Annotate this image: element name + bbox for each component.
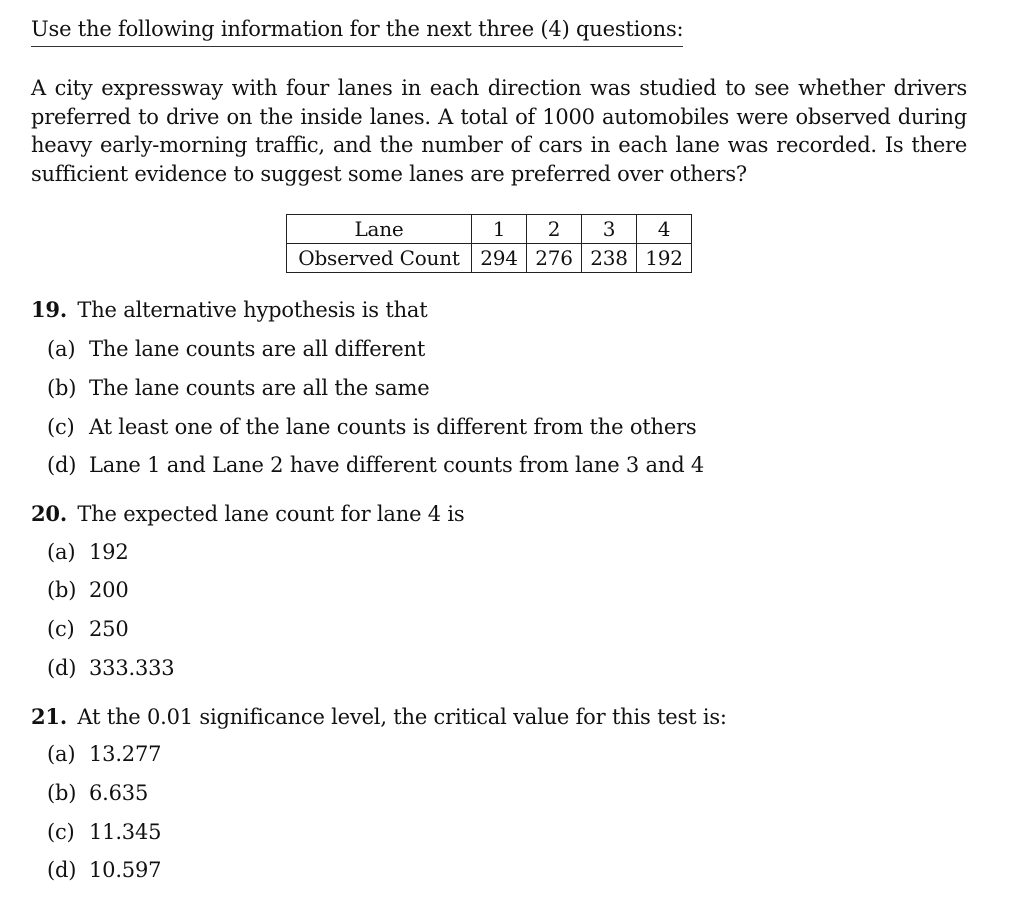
- question-19-option-b[interactable]: [47, 374, 429, 402]
- question-text: The alternative hypothesis is that: [77, 298, 428, 322]
- option-text: 11.345: [89, 820, 162, 844]
- option-text: 6.635: [89, 781, 149, 805]
- question-19-option-d[interactable]: [47, 451, 704, 479]
- option-letter: (b): [47, 781, 77, 805]
- option-letter: (d): [47, 453, 77, 477]
- option-text: 13.277: [89, 742, 162, 766]
- option-letter: (c): [47, 617, 75, 641]
- option-letter: (c): [47, 820, 75, 844]
- table-row-label-observed-count: Observed Count: [287, 244, 472, 273]
- option-text: 250: [89, 617, 129, 641]
- question-21-option-a[interactable]: [47, 740, 161, 768]
- option-letter: (d): [47, 858, 77, 882]
- question-20-option-a[interactable]: [47, 538, 128, 566]
- question-number: 21.: [31, 704, 67, 729]
- question-20-option-b[interactable]: [47, 576, 128, 604]
- question-21-option-c[interactable]: [47, 818, 161, 846]
- option-text: The lane counts are all the same: [89, 376, 430, 400]
- option-text: 192: [89, 540, 129, 564]
- option-letter: (a): [47, 742, 76, 766]
- table-cell-count-3: 238: [582, 244, 637, 273]
- table-cell-lane-3: 3: [582, 215, 637, 244]
- table-cell-lane-4: 4: [637, 215, 692, 244]
- option-letter: (c): [47, 415, 75, 439]
- question-text: At the 0.01 significance level, the critical value for this test is:: [77, 705, 727, 729]
- question-number: 19.: [31, 297, 67, 322]
- option-text: Lane 1 and Lane 2 have different counts from lane 3 and 4: [89, 453, 705, 477]
- table-cell-count-2: 276: [527, 244, 582, 273]
- option-letter: (a): [47, 337, 76, 361]
- option-letter: (a): [47, 540, 76, 564]
- option-letter: (d): [47, 656, 77, 680]
- lane-count-table: [286, 214, 692, 273]
- question-20: [31, 500, 465, 528]
- option-letter: (b): [47, 376, 77, 400]
- question-19-option-a[interactable]: [47, 335, 425, 363]
- table-row-label-lane: Lane: [287, 215, 472, 244]
- question-text: The expected lane count for lane 4 is: [77, 502, 465, 526]
- section-heading: Use the following information for the next three (4) questions:: [31, 14, 683, 47]
- table-cell-count-4: 192: [637, 244, 692, 273]
- table-cell-count-1: 294: [472, 244, 527, 273]
- option-text: At least one of the lane counts is different from the others: [89, 415, 697, 439]
- option-text: 200: [89, 578, 129, 602]
- table-row-observed-count: [287, 244, 692, 273]
- question-19-option-c[interactable]: [47, 413, 696, 441]
- table-cell-lane-1: 1: [472, 215, 527, 244]
- question-number: 20.: [31, 501, 67, 526]
- question-20-option-d[interactable]: [47, 654, 174, 682]
- option-text: 333.333: [89, 656, 175, 680]
- question-21-option-b[interactable]: [47, 779, 148, 807]
- problem-description: A city expressway with four lanes in each direction was studied to see whether drivers preferred to drive on the inside lanes. A total of 1000 automobiles were observed during heavy early-morning traffic, and the number of cars in each lane was recorded. Is there sufficient evidence to suggest some lanes are preferred over others?: [31, 76, 967, 187]
- question-19: [31, 296, 427, 324]
- question-21-option-d[interactable]: [47, 856, 161, 884]
- option-text: The lane counts are all different: [89, 337, 426, 361]
- question-20-option-c[interactable]: [47, 615, 128, 643]
- table-cell-lane-2: 2: [527, 215, 582, 244]
- option-letter: (b): [47, 578, 77, 602]
- option-text: 10.597: [89, 858, 162, 882]
- question-21: [31, 703, 727, 731]
- table-row-lane: [287, 215, 692, 244]
